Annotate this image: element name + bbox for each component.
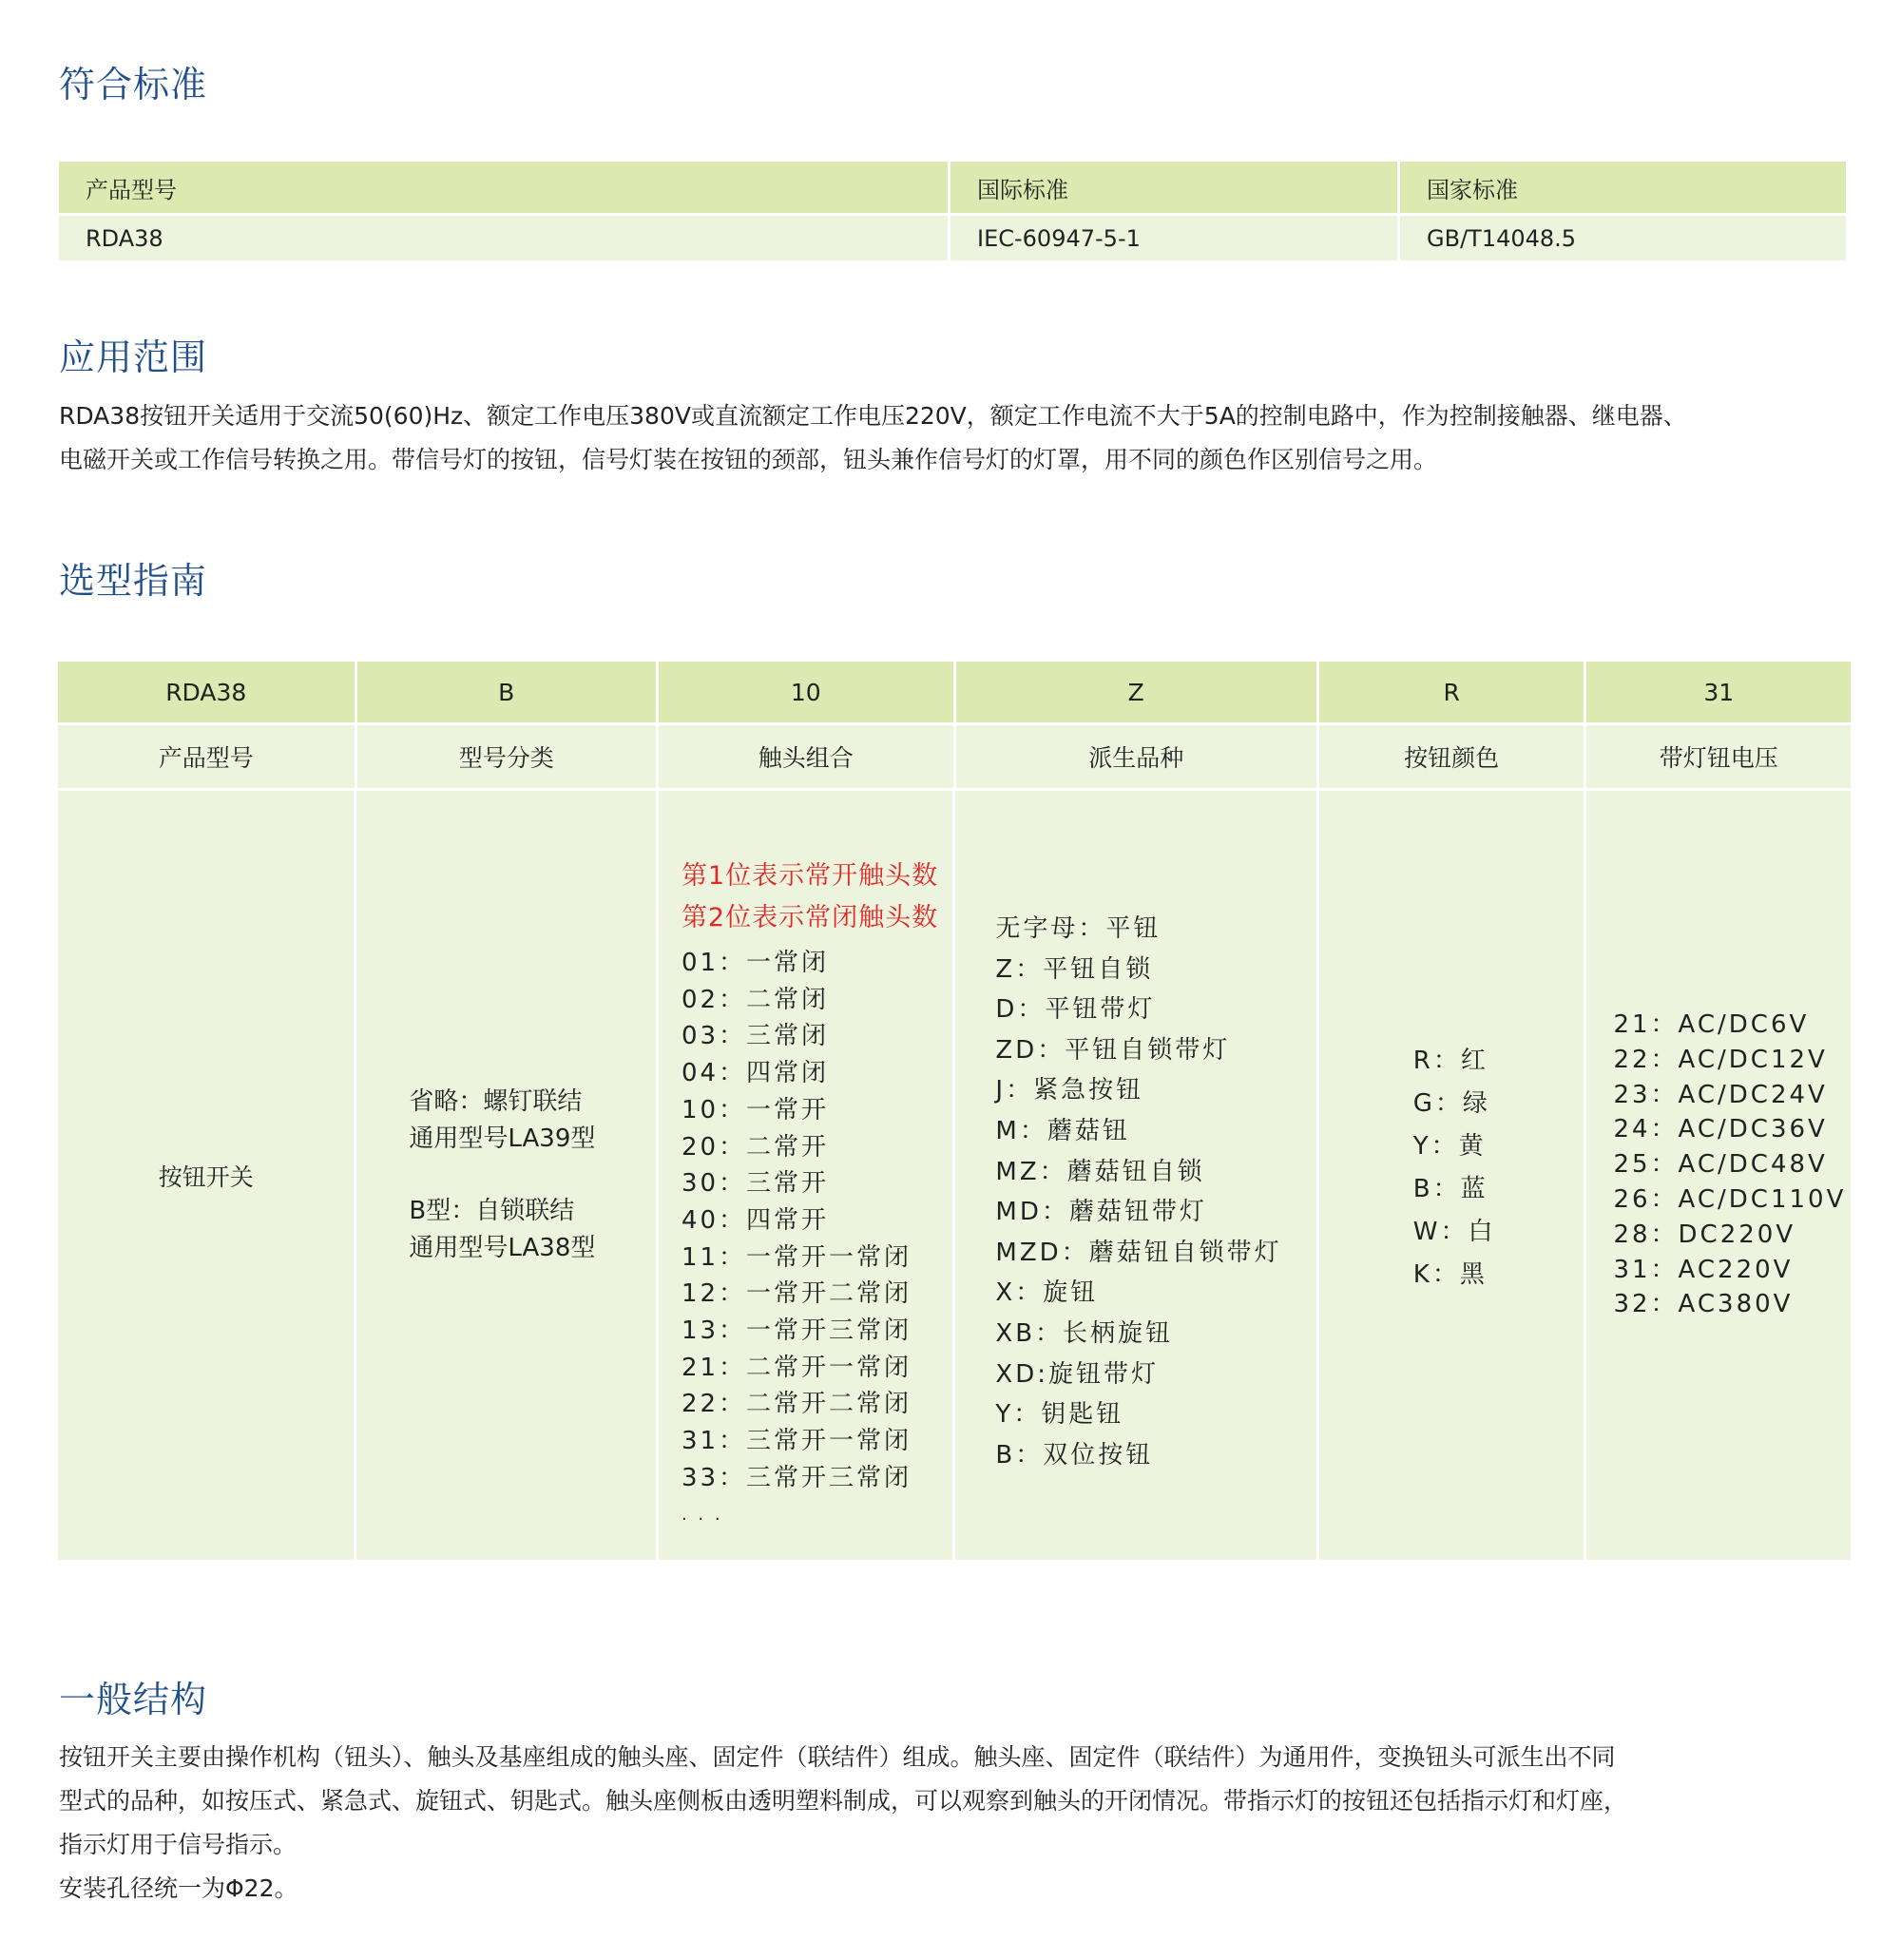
label-voltage: 带灯钮电压	[1586, 725, 1851, 788]
list-item: 01：一常闭	[681, 949, 830, 977]
list-item: 21：AC/DC6V	[1613, 1010, 1810, 1039]
contacts-note-line: 第1位表示常开触头数	[681, 861, 939, 891]
standards-data-row	[59, 213, 1846, 260]
list-item: . . .	[681, 1504, 723, 1525]
list-item: X：旋钮	[995, 1278, 1099, 1308]
list-item: MZD：蘑菇钮自锁带灯	[995, 1238, 1282, 1267]
list-item: 28：DC220V	[1613, 1220, 1796, 1249]
type-class-line: 通用型号LA38型	[409, 1234, 596, 1262]
code-product: RDA38	[58, 662, 355, 722]
structure-line-3: 指示灯用于信号指示。	[59, 1831, 298, 1858]
section-title-application: 应用范围	[59, 336, 208, 378]
list-item: 33：三常开三常闭	[681, 1463, 912, 1492]
list-item: 02：二常闭	[681, 985, 830, 1014]
list-item: G：绿	[1412, 1089, 1490, 1118]
label-type: 型号分类	[357, 725, 657, 788]
structure-line-2: 型式的品种，如按压式、紧急式、旋钮式、钥匙式。触头座侧板由透明塑料制成，可以观察到触头的开闭情况。带指示灯的按钮还包括指示灯和灯座，	[59, 1787, 1628, 1815]
list-item: 10：一常开	[681, 1095, 830, 1124]
code-type: B	[357, 662, 657, 722]
cell-national-standard: GB/T14048.5	[1400, 216, 1846, 260]
selection-label-row	[58, 722, 1851, 788]
code-contacts: 10	[659, 662, 953, 722]
application-paragraph	[59, 394, 1855, 482]
body-type-class	[356, 791, 656, 1560]
type-class-line: 省略：螺钉联结	[409, 1087, 583, 1116]
list-item: 13：一常开三常闭	[681, 1316, 912, 1346]
code-variant: Z	[956, 662, 1316, 722]
standards-table	[59, 162, 1846, 260]
list-item: 04：四常闭	[681, 1059, 830, 1088]
selection-code-row	[58, 662, 1851, 722]
list-item: J：紧急按钮	[995, 1076, 1144, 1105]
contacts-note	[682, 855, 938, 939]
list-item: B：蓝	[1412, 1175, 1488, 1203]
list-item: M：蘑菇钮	[995, 1116, 1130, 1145]
label-color: 按钮颜色	[1319, 725, 1584, 788]
list-item: 22：二常开二常闭	[681, 1390, 912, 1419]
section-title-selection: 选型指南	[59, 560, 208, 602]
application-line-1: RDA38按钮开关适用于交流50(60)Hz、额定工作电压380V或直流额定工作电压220V，额定工作电流不大于5A的控制电路中，作为控制接触器、继电器、	[59, 402, 1687, 430]
type-class-line: 通用型号LA39型	[409, 1124, 596, 1153]
voltages-list	[1613, 1008, 1846, 1322]
label-variant: 派生品种	[956, 725, 1316, 788]
list-item: Y：钥匙钮	[995, 1400, 1124, 1430]
header-national-standard: 国家标准	[1400, 162, 1846, 213]
list-item: 无字母：平钮	[995, 914, 1162, 943]
type-class-line: B型：自锁联结	[409, 1197, 575, 1225]
label-contacts: 触头组合	[659, 725, 953, 788]
list-item: 23：AC/DC24V	[1613, 1080, 1828, 1109]
list-item: XD:旋钮带灯	[995, 1359, 1159, 1389]
label-product: 产品型号	[58, 725, 355, 788]
selection-body-row	[58, 788, 1851, 1560]
section-title-standards: 符合标准	[59, 64, 208, 106]
standards-header-row	[59, 162, 1846, 213]
list-item: 26：AC/DC110V	[1613, 1184, 1847, 1214]
list-item: 03：三常闭	[681, 1022, 830, 1051]
body-variants	[955, 791, 1315, 1560]
list-item: 20：二常开	[681, 1132, 830, 1162]
colors-list	[1413, 1040, 1496, 1297]
list-item: ZD：平钮自锁带灯	[995, 1035, 1231, 1065]
list-item: 31：AC220V	[1613, 1255, 1794, 1284]
list-item: W：白	[1412, 1218, 1496, 1246]
list-item: R：红	[1412, 1047, 1488, 1075]
list-item: XB：长柄旋钮	[995, 1318, 1174, 1348]
list-item: 30：三常开	[681, 1169, 830, 1199]
body-voltages	[1586, 791, 1851, 1560]
list-item: K：黑	[1412, 1260, 1488, 1289]
header-product-model: 产品型号	[59, 162, 948, 213]
list-item: Y：黄	[1412, 1132, 1487, 1161]
application-line-2: 电磁开关或工作信号转换之用。带信号灯的按钮，信号灯装在按钮的颈部，钮头兼作信号灯的灯罩，用不同的颜色作区别信号之用。	[59, 446, 1438, 473]
list-item: 11：一常开一常闭	[681, 1242, 912, 1272]
header-intl-standard: 国际标准	[950, 162, 1397, 213]
contacts-note-line: 第2位表示常闭触头数	[681, 903, 939, 932]
code-voltage: 31	[1586, 662, 1851, 722]
list-item: 24：AC/DC36V	[1613, 1115, 1828, 1144]
structure-line-1: 按钮开关主要由操作机构（钮头）、触头及基座组成的触头座、固定件（联结件）组成。触头座、固定件（联结件）为通用件，变换钮头可派生出不同	[59, 1743, 1616, 1771]
structure-line-4: 安装孔径统一为Φ22。	[59, 1874, 298, 1902]
section-title-structure: 一般结构	[59, 1679, 208, 1720]
selection-guide-table	[58, 662, 1851, 1560]
list-item: 25：AC/DC48V	[1613, 1150, 1828, 1180]
body-product: 按钮开关	[58, 791, 354, 1560]
list-item: Z：平钮自锁	[995, 954, 1154, 984]
list-item: 40：四常开	[681, 1205, 830, 1235]
contacts-list	[682, 945, 938, 1533]
list-item: MD：蘑菇钮带灯	[995, 1198, 1207, 1227]
body-contacts	[659, 791, 952, 1560]
list-item: D：平钮带灯	[995, 995, 1156, 1025]
list-item: 12：一常开二常闭	[681, 1279, 912, 1309]
list-item: B：双位按钮	[995, 1440, 1154, 1470]
structure-paragraph	[59, 1736, 1855, 1911]
list-item: 31：三常开一常闭	[681, 1427, 912, 1456]
code-color: R	[1319, 662, 1584, 722]
list-item: 22：AC/DC12V	[1613, 1045, 1828, 1074]
body-colors	[1319, 791, 1584, 1560]
variants-list	[995, 909, 1281, 1475]
list-item: 32：AC380V	[1613, 1290, 1794, 1319]
cell-intl-standard: IEC-60947-5-1	[950, 216, 1397, 260]
cell-product-model: RDA38	[59, 216, 948, 260]
list-item: 21：二常开一常闭	[681, 1353, 912, 1382]
type-class-block	[409, 1084, 595, 1267]
list-item: MZ：蘑菇钮自锁	[995, 1157, 1205, 1186]
